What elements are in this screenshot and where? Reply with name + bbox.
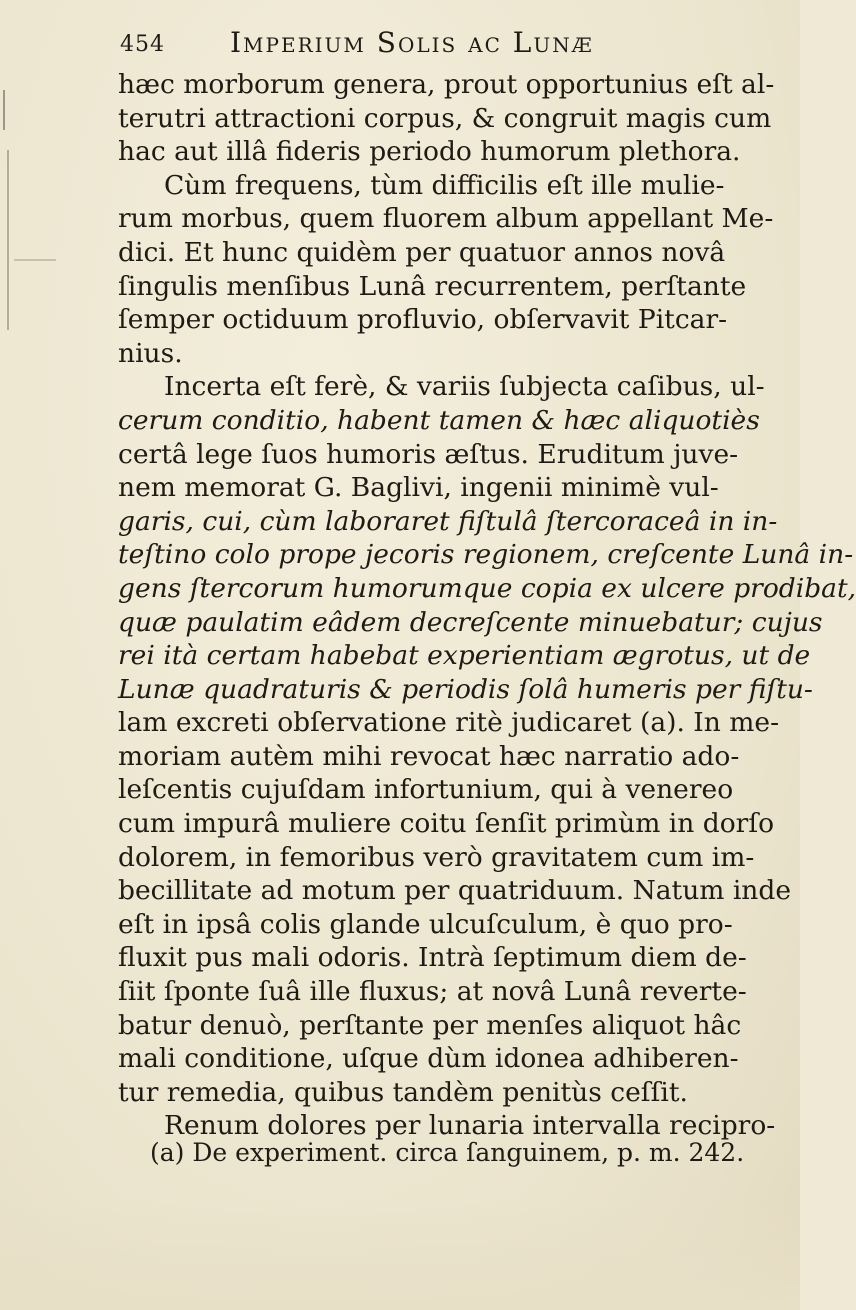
text-line: cerum conditio, habent tamen & hæc aliquotiès	[118, 404, 760, 436]
text-line: ſingulis menſibus Lunâ recurrentem, perſtante	[118, 270, 747, 302]
text-line: terutri attractioni corpus, & congruit magis cum	[118, 102, 772, 134]
text-line: teſtino colo prope jecoris regionem, creſcente Lunâ in-	[118, 539, 854, 571]
text-line: eſt in ipsâ colis glande ulcuſculum, è quo pro-	[118, 908, 733, 940]
page-number: 454	[120, 32, 165, 57]
text-line: fluxit pus mali odoris. Intrà ſeptimum diem de-	[118, 942, 747, 974]
text-line: rum morbus, quem fluorem album appellant Me-	[118, 203, 774, 235]
text-line: certâ lege ſuos humoris æſtus. Eruditum juve-	[118, 438, 739, 470]
text-line: Renum dolores per lunaria intervalla recipro-	[164, 1110, 776, 1142]
page-bottom-shade	[0, 1200, 800, 1310]
text-line: Incerta eſt ferè, & variis ſubjecta caſibus, ul-	[164, 371, 765, 403]
text-line: nem memorat G. Baglivi, ingenii minimè vul-	[118, 472, 719, 504]
text-line: becillitate ad motum per quatriduum. Natum inde	[118, 875, 792, 907]
running-title: Imperium Solis ac Lunæ	[230, 26, 594, 59]
text-line: hac aut illâ fideris periodo humorum plethora.	[118, 136, 741, 168]
text-line: Lunæ quadraturis & periodis ſolâ humeris per fiſtu-	[118, 673, 813, 705]
text-line: rei ità certam habebat experientiam ægrotus, ut de	[118, 640, 811, 672]
text-line: ſiit ſponte ſuâ ille fluxus; at novâ Lunâ reverte-	[118, 976, 747, 1008]
text-line: batur denuò, perſtante per menſes aliquot hâc	[118, 1009, 742, 1041]
footnote: (a) De experiment. circa ſanguinem, p. m. 242.	[150, 1138, 745, 1167]
text-line: garis, cui, cùm laboraret fiſtulâ ſtercoraceâ in in-	[118, 505, 778, 537]
page-header	[120, 26, 680, 66]
text-line: cum impurâ muliere coitu ſenſit primùm in dorſo	[118, 808, 775, 840]
text-line: leſcentis cujuſdam infortunium, qui à venereo	[118, 774, 734, 806]
text-line: dolorem, in femoribus verò gravitatem cum im-	[118, 841, 755, 873]
text-line: ſemper octiduum profluvio, obſervavit Pitcar-	[118, 304, 728, 336]
text-line: lam excreti obſervatione ritè judicaret (a). In me-	[118, 707, 780, 739]
body-text	[118, 68, 856, 1143]
text-line: tur remedia, quibus tandèm penitùs ceſſit.	[118, 1076, 688, 1108]
margin-bracket-marks	[0, 90, 60, 330]
text-line: nius.	[118, 337, 183, 369]
text-line: gens ſtercorum humorumque copia ex ulcere prodibat,	[118, 572, 856, 604]
text-line: moriam autèm mihi revocat hæc narratio ado-	[118, 740, 740, 772]
text-line: Cùm frequens, tùm difficilis eſt ille mulie-	[164, 169, 725, 201]
text-line: dici. Et hunc quidèm per quatuor annos novâ	[118, 236, 726, 268]
text-line: mali conditione, uſque dùm idonea adhiberen-	[118, 1043, 739, 1075]
text-line: quæ paulatim eâdem decreſcente minuebatur; cujus	[118, 606, 823, 638]
text-line: hæc morborum genera, prout opportunius eſt al-	[118, 69, 775, 100]
